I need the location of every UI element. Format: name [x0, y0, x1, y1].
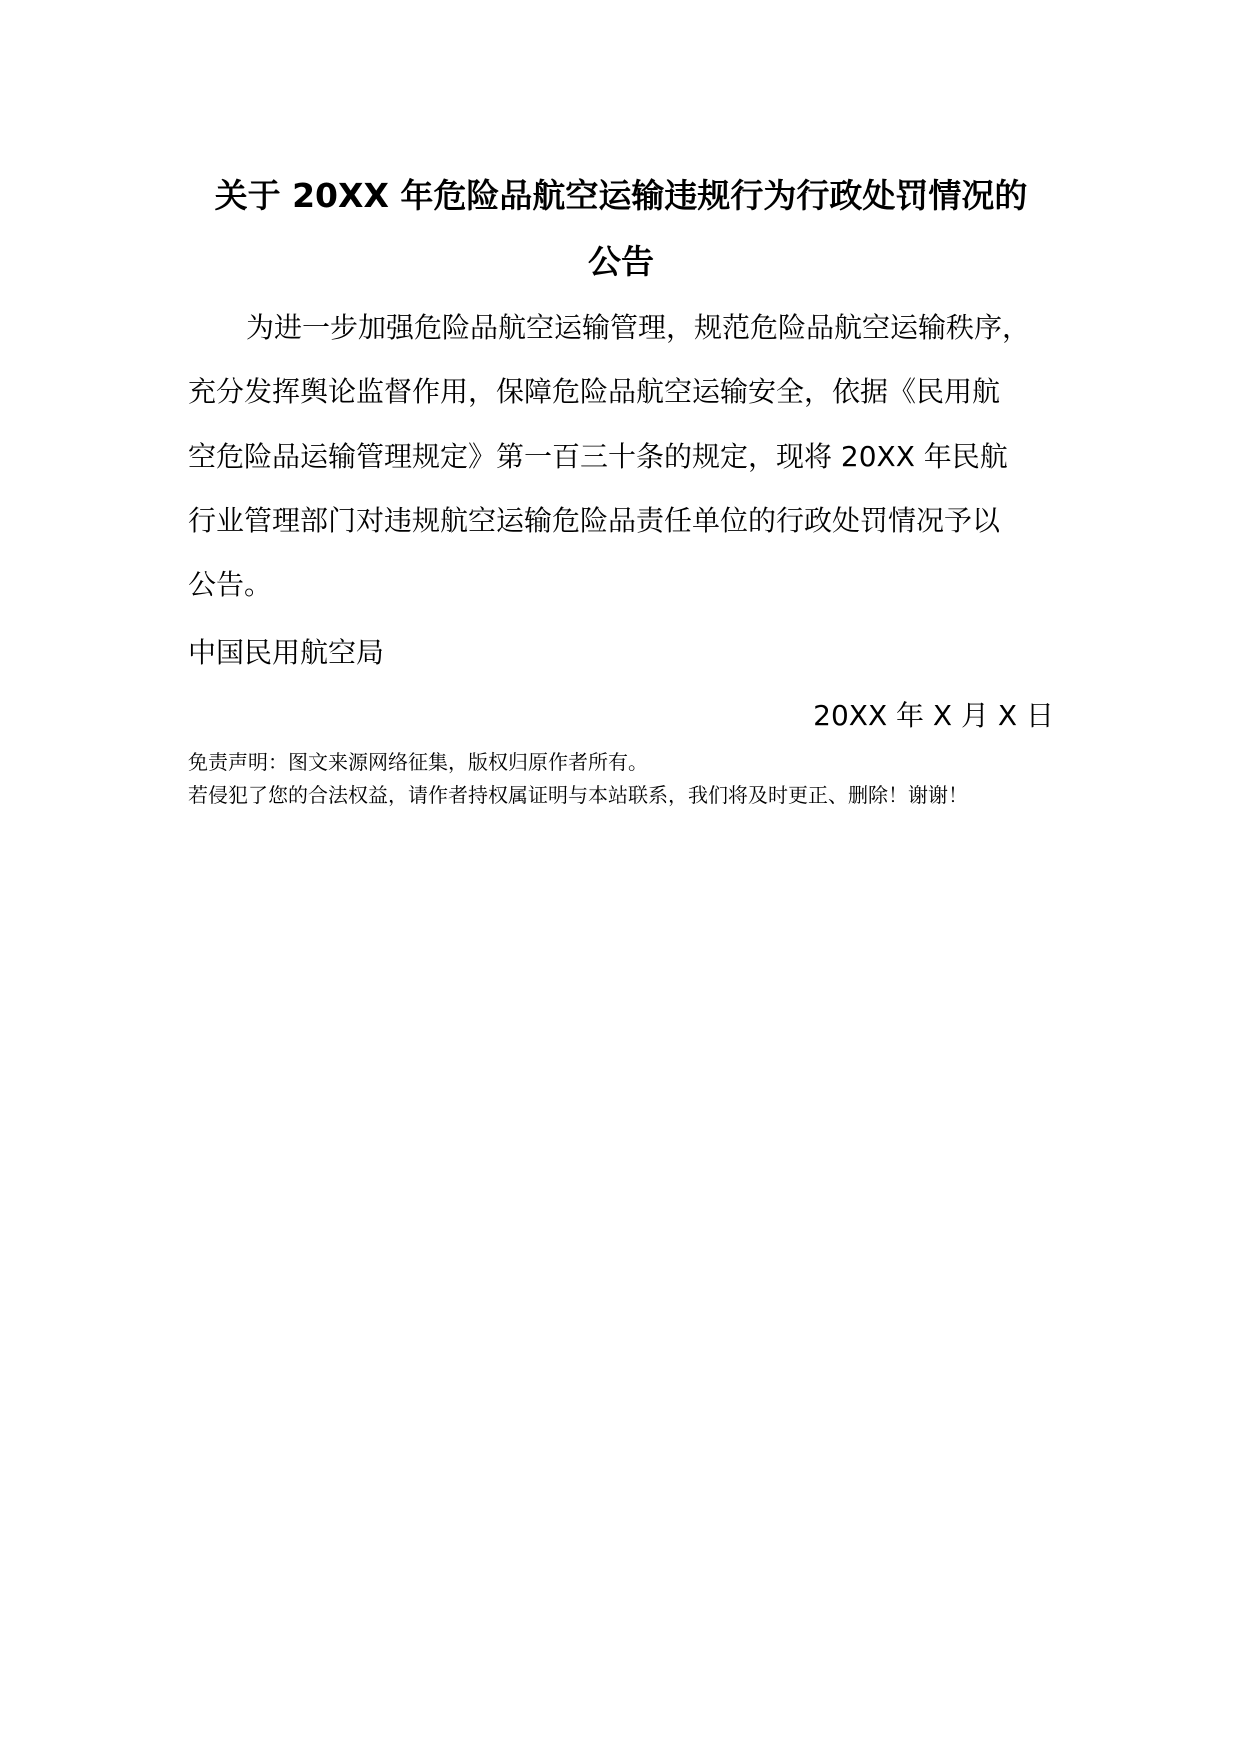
body-paragraph-line-4: 行业管理部门对违规航空运输危险品责任单位的行政处罚情况予以: [188, 504, 1001, 537]
body-paragraph-line-3: 空危险品运输管理规定》第一百三十条的规定，现将 20XX 年民航: [188, 440, 1008, 473]
signer: 中国民用航空局: [188, 636, 385, 669]
disclaimer-line-1: 免责声明：图文来源网络征集，版权归原作者所有。: [188, 750, 648, 774]
body-paragraph-line-2: 充分发挥舆论监督作用，保障危险品航空运输安全，依据《民用航: [188, 375, 1001, 408]
body-paragraph-line-5: 公告。: [188, 568, 273, 601]
disclaimer-line-2: 若侵犯了您的合法权益，请作者持权属证明与本站联系，我们将及时更正、删除！谢谢！: [188, 783, 968, 807]
document-title-line-2: 公告: [588, 242, 654, 281]
body-paragraph-line-1: 为进一步加强危险品航空运输管理，规范危险品航空运输秩序，: [246, 311, 1031, 344]
date: 20XX 年 X 月 X 日: [813, 699, 1054, 732]
document-title-line-1: 关于 20XX 年危险品航空运输违规行为行政处罚情况的: [214, 176, 1028, 215]
